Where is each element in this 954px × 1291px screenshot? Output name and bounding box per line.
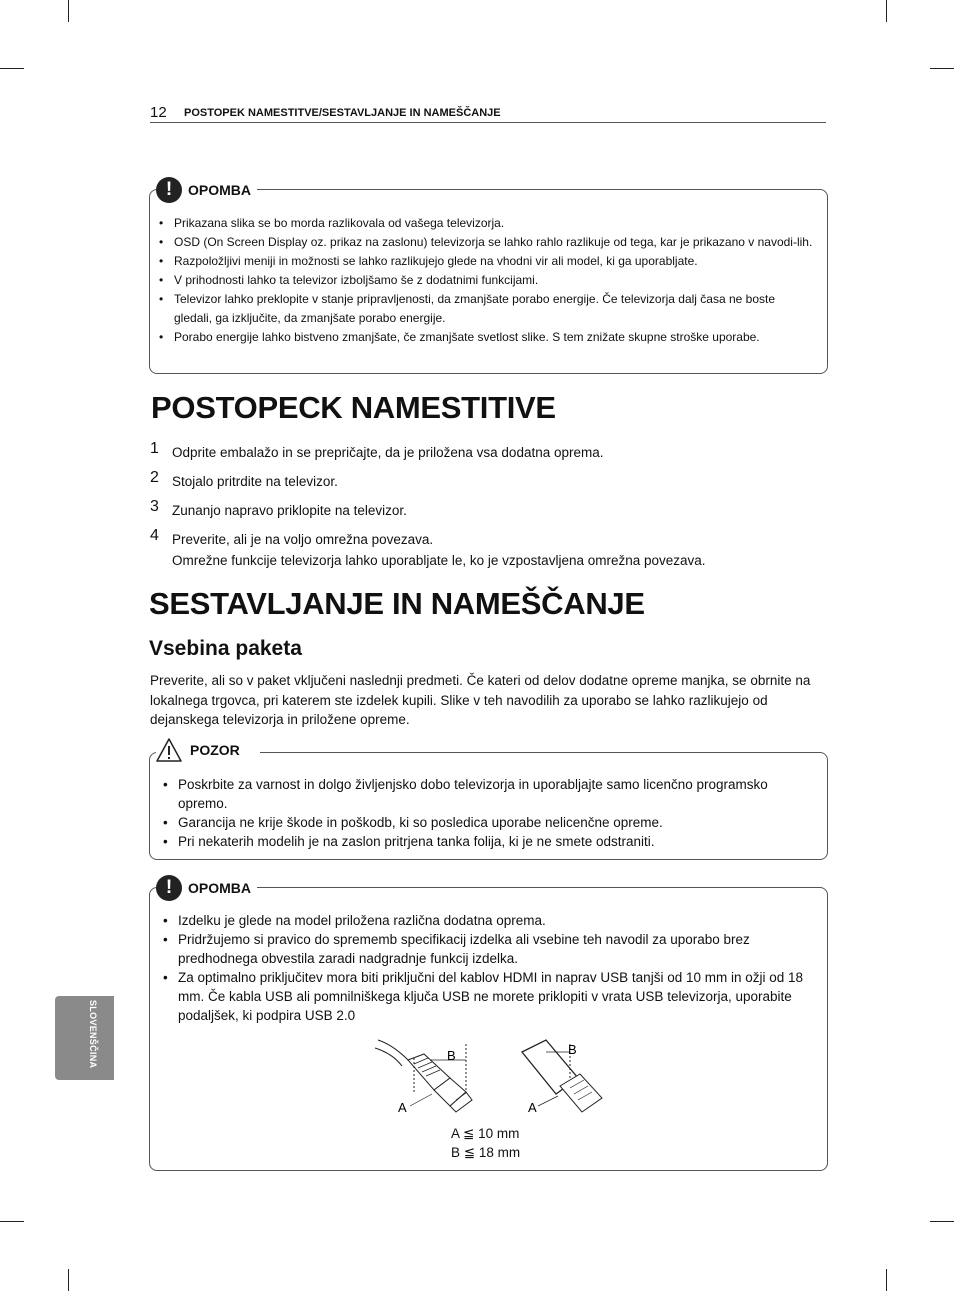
language-tab-label: SLOVENŠČINA	[88, 1000, 98, 1069]
list-item: • Garancija ne krije škode in poškodb, ki so posledica uporabe nelicenčne opreme.	[163, 813, 783, 832]
note-list	[163, 911, 808, 1025]
section-subtitle: Vsebina paketa	[149, 637, 302, 660]
list-item: • Razpoložljivi meniji in možnosti se lahko razlikujejo glede na vhodni vir ali model, ki ga uporabljate.	[159, 252, 814, 271]
note-title: OPOMBA	[188, 880, 251, 896]
exclamation-icon: !	[156, 177, 182, 203]
size-spec-b: B ≦ 18 mm	[451, 1145, 521, 1160]
crop-mark	[68, 1269, 69, 1291]
page-header	[150, 104, 826, 123]
section-title: POSTOPECK NAMESTITIVE	[151, 390, 556, 425]
caution-box	[149, 742, 828, 860]
note-header	[156, 176, 257, 204]
label-a: A	[398, 1100, 407, 1115]
section-title: SESTAVLJANJE IN NAMEŠČANJE	[149, 586, 645, 621]
size-spec-a: A ≦ 10 mm	[451, 1126, 520, 1141]
label-b: B	[568, 1042, 577, 1057]
language-tab	[55, 996, 114, 1080]
crop-mark	[886, 1269, 887, 1291]
step-text: Odprite embalažo in se prepričajte, da je priložena vsa dodatna oprema.	[172, 445, 604, 460]
list-item: • Za optimalno priključitev mora biti priključni del kablov HDMI in naprav USB tanjši od 10 mm in ožji od 18 mm. Če kabla USB ali pomnilniškega ključa USB ne morete priklopiti v vrata USB televizorja, uporabite podaljšek, ki podpira USB 2.0	[163, 968, 808, 1025]
crop-mark	[68, 0, 69, 22]
list-item: • Prikazana slika se bo morda razlikovala od vašega televizorja.	[159, 214, 814, 233]
step-number: 4	[150, 527, 159, 544]
step-number: 1	[150, 440, 159, 457]
note-box	[149, 179, 828, 374]
page-number: 12	[150, 104, 167, 121]
step-text: Zunanjo napravo priklopite na televizor.	[172, 503, 407, 518]
list-item: • Izdelku je glede na model priložena različna dodatna oprema.	[163, 911, 808, 930]
caution-title: POZOR	[190, 742, 240, 758]
exclamation-icon: !	[156, 875, 182, 901]
crop-mark	[0, 1221, 24, 1222]
connector-size-diagram	[370, 1030, 610, 1120]
caution-header	[156, 736, 260, 764]
warning-triangle-icon	[156, 738, 182, 762]
note-title: OPOMBA	[188, 182, 251, 198]
crop-mark	[0, 68, 24, 69]
step-subtext: Omrežne funkcije televizorja lahko uporabljate le, ko je vzpostavljena omrežna povezava.	[172, 553, 706, 568]
list-item: • Poskrbite za varnost in dolgo življenjsko dobo televizorja in uporabljajte samo licenčno programsko opremo.	[163, 775, 783, 813]
step-number: 2	[150, 469, 159, 486]
list-item: • Pri nekaterih modelih je na zaslon pritrjena tanka folija, ki je ne smete odstraniti.	[163, 832, 783, 851]
step-text: Stojalo pritrdite na televizor.	[172, 474, 338, 489]
note-list	[159, 214, 814, 347]
label-b: B	[447, 1048, 456, 1063]
note-header	[156, 874, 257, 902]
list-item: • V prihodnosti lahko ta televizor izboljšamo še z dodatnimi funkcijami.	[159, 271, 814, 290]
crop-mark	[930, 1221, 954, 1222]
crop-mark	[886, 0, 887, 22]
list-item: • Televizor lahko preklopite v stanje pripravljenosti, da zmanjšate porabo energije. Če televizorja dalj časa ne boste gledali, ga izključite, da zmanjšate porabo energije.	[159, 290, 814, 328]
step-text: Preverite, ali je na voljo omrežna povezava.	[172, 532, 434, 547]
crop-mark	[930, 68, 954, 69]
list-item: • Pridržujemo si pravico do sprememb specifikacij izdelka ali vsebine teh navodil za uporabo brez predhodnega obvestila zaradi nadgradnje funkcij izdelka.	[163, 930, 808, 968]
running-title: POSTOPEK NAMESTITVE/SESTAVLJANJE IN NAMEŠČANJE	[184, 107, 501, 119]
list-item: • Porabo energije lahko bistveno zmanjšate, če zmanjšate svetlost slike. S tem znižate skupne stroške uporabe.	[159, 328, 814, 347]
label-a: A	[528, 1100, 537, 1115]
step-number: 3	[150, 498, 159, 515]
intro-paragraph: Preverite, ali so v paket vključeni naslednji predmeti. Če kateri od delov dodatne opreme manjka, se obrnite na lokalnega trgovca, pri katerem ste izdelek kupili. Slike v teh navodilih za uporabo se lahko razlikujejo od dejanskega televizorja in priložene opreme.	[150, 673, 811, 727]
list-item: • OSD (On Screen Display oz. prikaz na zaslonu) televizorja se lahko rahlo razlikuje od tega, kar je prikazano v navodi-lih.	[159, 233, 814, 252]
hdmi-connector-illustration	[375, 1040, 472, 1112]
caution-list	[163, 775, 783, 851]
